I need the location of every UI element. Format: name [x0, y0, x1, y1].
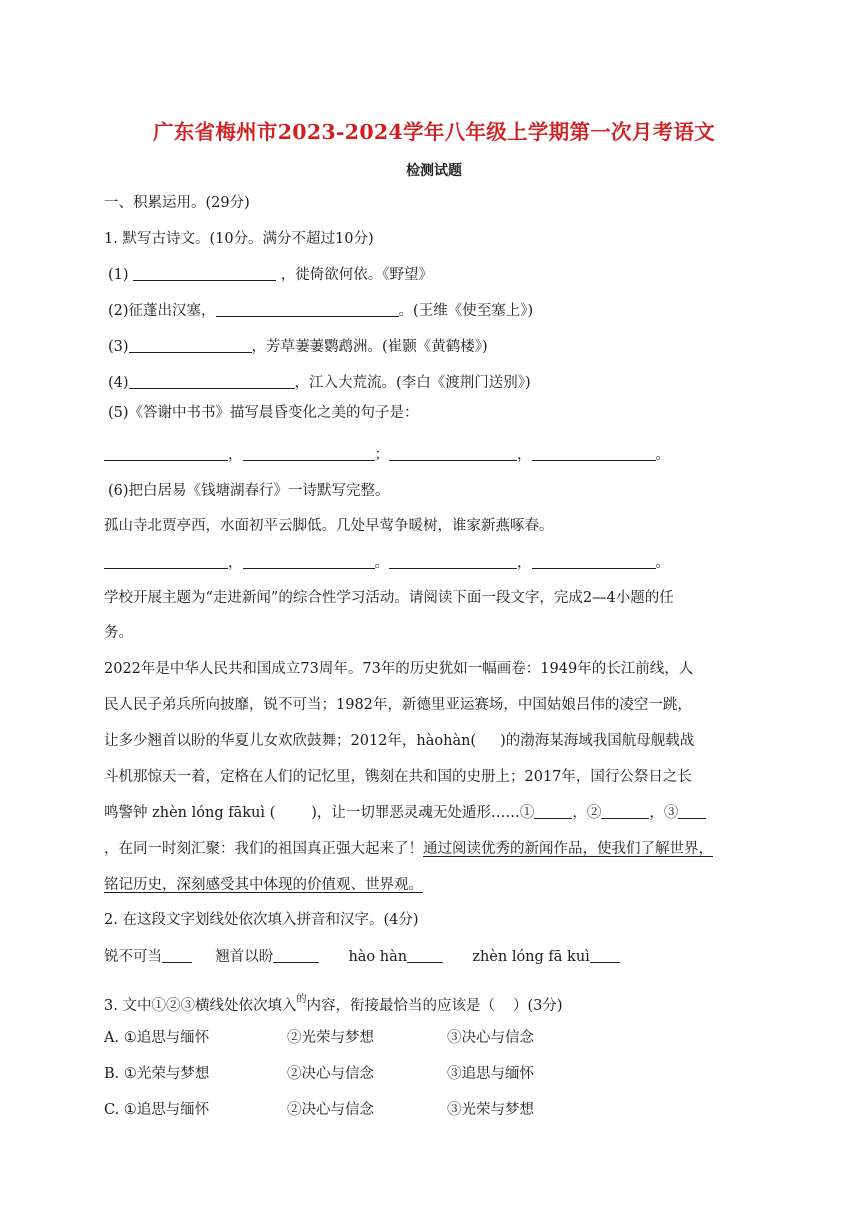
option-c-1: C. ①追思与缅怀: [104, 1102, 210, 1118]
passage-line-5b: )，让一切罪恶灵魂无处遁形……①: [311, 805, 535, 821]
q3-heading-c: ）(3分): [512, 998, 563, 1014]
answer-blank[interactable]: [129, 374, 295, 389]
option-a-2: ②光荣与梦想: [287, 1030, 374, 1046]
option-c-2: ②决心与信念: [287, 1102, 374, 1118]
q3-heading-a: 3. 文中①②③横线处依次填入: [104, 998, 297, 1014]
q1-item-2: [108, 301, 533, 321]
question-1-heading: 1. 默写古诗文。(10分。满分不超过10分): [104, 231, 374, 247]
answer-blank[interactable]: [104, 446, 228, 461]
q1-item-4: [108, 373, 531, 393]
answer-blank[interactable]: [129, 338, 252, 353]
q1-item-1-number: (1): [108, 267, 129, 283]
q1-item-1: [108, 265, 433, 285]
q1-item-3-number: (3): [108, 339, 129, 355]
underlined-sentence: 铭记历史，深刻感受其中体现的价值观、世界观。: [104, 877, 423, 893]
option-a-3: ③决心与信念: [447, 1030, 534, 1046]
q1-item-4-number: (4): [108, 375, 129, 391]
underlined-sentence: 通过阅读优秀的新闻作品，使我们了解世界，: [423, 841, 713, 857]
answer-blank[interactable]: [389, 554, 517, 569]
passage-line-3a: 让多少翘首以盼的华夏儿女欢欣鼓舞；2012年，hàohàn(: [104, 733, 477, 749]
question-2-items: [104, 947, 620, 967]
q2-item-d: zhèn lóng fā kuì: [472, 949, 590, 965]
passage-line-4: 斗机那惊天一着，定格在人们的记忆里，镌刻在共和国的史册上；2017年，国行公祭日之长: [104, 769, 692, 785]
q1-item-6: (6)把白居易《钱塘湖春行》一诗默写完整。: [108, 483, 390, 499]
q1-item-5-blanks: [104, 445, 670, 465]
answer-blank[interactable]: [216, 302, 399, 317]
answer-blank[interactable]: [590, 948, 620, 963]
passage-line-7: [104, 875, 423, 895]
answer-blank[interactable]: [389, 446, 517, 461]
option-b-2: ②决心与信念: [287, 1066, 374, 1082]
passage-line-1: 2022年是中华人民共和国成立73周年。73年的历史犹如一幅画卷：1949年的长江前线，人: [104, 661, 694, 677]
separator: ，: [517, 555, 532, 571]
answer-blank[interactable]: [678, 804, 706, 819]
option-b-1: B. ①光荣与梦想: [104, 1066, 210, 1082]
question-2-heading: 2. 在这段文字划线处依次填入拼音和汉字。(4分): [104, 912, 419, 928]
q3-heading-b: 内容，衔接最恰当的应该是（: [306, 998, 495, 1014]
answer-blank[interactable]: [243, 554, 375, 569]
passage-line-3: [104, 731, 694, 751]
passage-line-6: [104, 839, 713, 859]
option-a[interactable]: [104, 1028, 534, 1048]
answer-blank[interactable]: [104, 554, 228, 569]
separator: 。: [655, 447, 670, 463]
question-3-heading: [104, 990, 563, 1016]
q1-item-3: [108, 337, 488, 357]
passage-line-5d: ，③: [649, 805, 679, 821]
q2-item-c: hào hàn: [348, 949, 408, 965]
answer-blank[interactable]: [534, 804, 572, 819]
document-subtitle: 检测试题: [406, 163, 462, 179]
document-title: 广东省梅州市2023-2024学年八年级上学期第一次月考语文: [152, 120, 716, 144]
passage-line-5: [104, 803, 706, 823]
answer-blank[interactable]: [133, 266, 276, 281]
q1-item-5: (5)《答谢中书书》描写晨昏变化之美的句子是：: [108, 405, 419, 421]
answer-blank[interactable]: [243, 446, 375, 461]
answer-blank[interactable]: [532, 554, 656, 569]
option-b[interactable]: [104, 1064, 534, 1084]
q1-item-3-text: ，芳草萋萋鹦鹉洲。(崔颢《黄鹤楼》): [251, 339, 488, 355]
answer-blank[interactable]: [532, 446, 656, 461]
answer-blank[interactable]: [407, 948, 443, 963]
q1-item-2-number: (2)征蓬出汉塞，: [108, 303, 216, 319]
q1-item-2-text: 。(王维《使至塞上》): [398, 303, 534, 319]
passage-line-3b: )的渤海某海域我国航母舰载战: [500, 733, 695, 749]
passage-line-2: 民人民子弟兵所向披靡，锐不可当；1982年，新德里亚运赛场，中国姑娘吕伟的凌空一跳，: [104, 697, 692, 713]
passage-intro-line-2: 务。: [104, 625, 133, 641]
passage-line-6a: ，在同一时刻汇聚：我们的祖国真正强大起来了！: [104, 841, 423, 857]
q3-heading-superscript: 的: [296, 994, 307, 1005]
separator: ，: [228, 555, 243, 571]
passage-line-5c: ，②: [572, 805, 602, 821]
q1-item-1-text: ，徙倚欲何依。《野望》: [280, 267, 434, 283]
answer-blank[interactable]: [601, 804, 649, 819]
option-b-3: ③追思与缅怀: [447, 1066, 534, 1082]
q2-item-b: 翘首以盼: [215, 949, 274, 965]
separator: ，: [228, 447, 243, 463]
passage-line-5a: 鸣警钟 zhèn lóng fākuì (: [104, 805, 276, 821]
separator: 。: [374, 555, 389, 571]
separator: ，: [517, 447, 532, 463]
q1-item-4-text: ，江入大荒流。(李白《渡荆门送别》): [294, 375, 531, 391]
answer-blank[interactable]: [273, 948, 319, 963]
separator: ；: [374, 447, 389, 463]
option-a-1: A. ①追思与缅怀: [104, 1030, 210, 1046]
q1-item-6-blanks: [104, 553, 670, 573]
q1-item-6-poem: 孤山寺北贾亭西，水面初平云脚低。几处早莺争暖树，谁家新燕啄春。: [104, 518, 554, 534]
option-c[interactable]: [104, 1100, 534, 1120]
passage-intro-line-1: 学校开展主题为“走进新闻”的综合性学习活动。请阅读下面一段文字，完成2—4小题的任: [104, 590, 674, 606]
separator: 。: [655, 555, 670, 571]
option-c-3: ③光荣与梦想: [447, 1102, 534, 1118]
q2-item-a: 锐不可当: [104, 949, 162, 965]
section-heading: 一、积累运用。(29分): [104, 195, 250, 211]
answer-blank[interactable]: [162, 948, 192, 963]
